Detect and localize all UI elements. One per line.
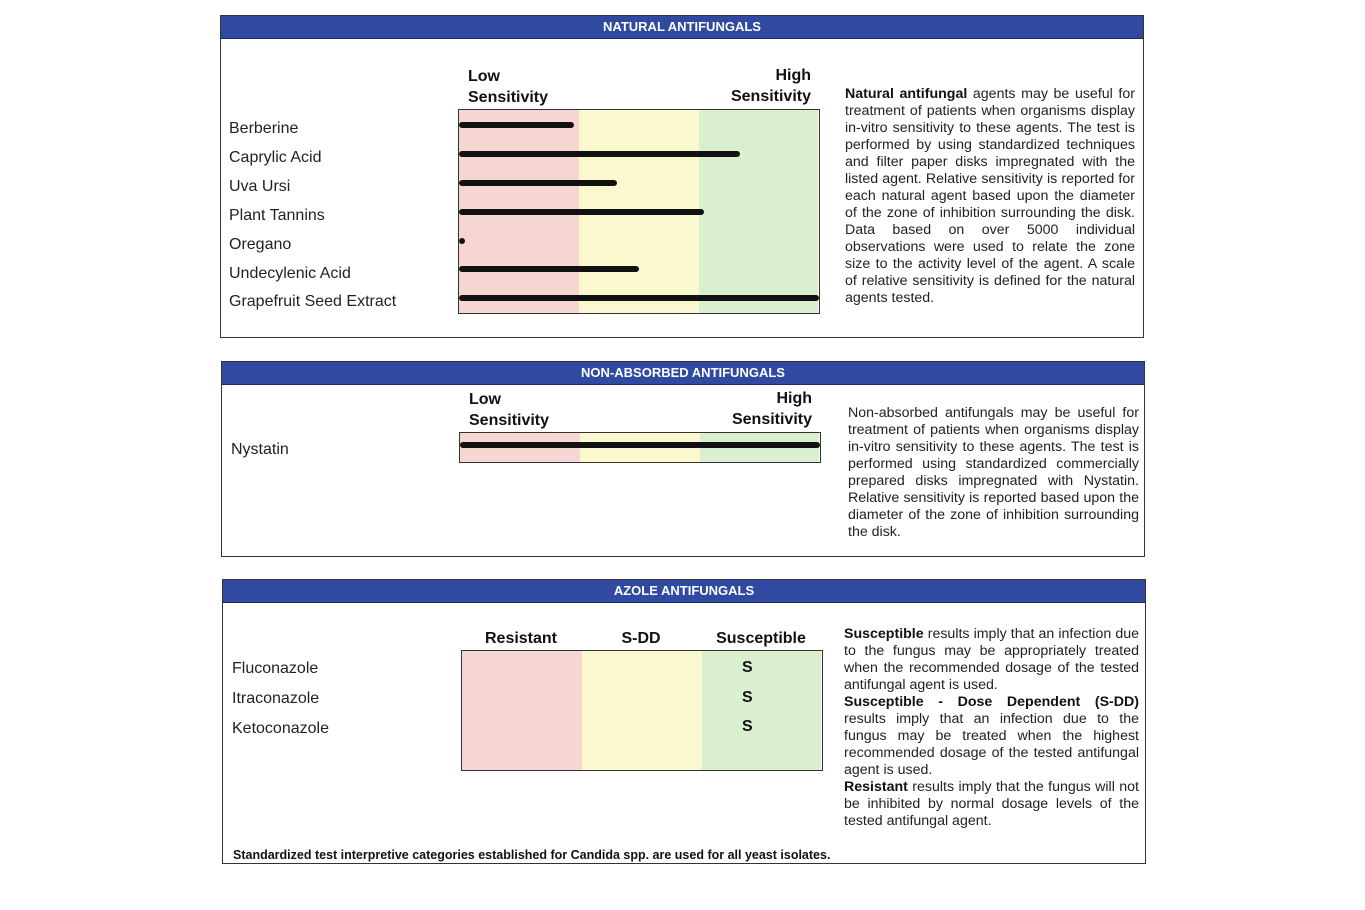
high-sensitivity-zone — [699, 110, 818, 313]
sensitivity-bar-caprylic-acid — [459, 151, 740, 157]
natural-high-sensitivity-label: High Sensitivity — [730, 67, 811, 105]
natural-description: Natural antifungal agents may be useful for treatment of patients when organisms display in-vitro sensitivity to these agents. The test is performed by using standardized techniques and filter paper disks impregnated with the listed agent. Relative sensitivity is reported for each natural agent based upon the diameter of the zone of inhibition surrounding the disk. Data based on over 5000 individual observations were used to relate the zone size to the activity level of the agent. A scale of relative sensitivity is defined for the natural agents tested. — [845, 86, 1135, 306]
agent-label-fluconazole: Fluconazole — [232, 660, 319, 677]
non-absorbed-antifungals-title: NON-ABSORBED ANTIFUNGALS — [222, 362, 1144, 385]
natural-sensitivity-scale — [458, 109, 820, 314]
agent-label-caprylic-acid: Caprylic Acid — [229, 149, 322, 166]
agent-label-undecylenic-acid: Undecylenic Acid — [229, 265, 351, 282]
s-dd-zone — [582, 651, 702, 770]
agent-label-oregano: Oregano — [229, 236, 292, 253]
azole-result-grid — [461, 650, 823, 771]
azole-footnote: Standardized test interpretive categories established for Candida spp. are used for all yeast isolates. — [233, 848, 831, 862]
result-ketoconazole: S — [742, 718, 753, 735]
azole-antifungals-panel — [222, 579, 1146, 864]
sensitivity-bar-berberine — [459, 122, 574, 128]
agent-label-berberine: Berberine — [229, 120, 299, 137]
susceptible-zone — [702, 651, 821, 770]
sensitivity-bar-nystatin — [460, 442, 820, 448]
sensitivity-bar-grapefruit-seed-extract — [459, 295, 819, 301]
sensitivity-bar-undecylenic-acid — [459, 266, 639, 272]
result-fluconazole: S — [742, 659, 753, 676]
nonabsorbed-sensitivity-scale — [459, 432, 821, 463]
nonabsorbed-description: Non-absorbed antifungals may be useful for treatment of patients when organisms display in-vitro sensitivity to these agents. The test is performed using standardized commercially prepared disks impregnated with Nystatin. Relative sensitivity is reported based upon the diameter of the zone of inhibition surrounding the disk. — [848, 405, 1139, 540]
column-header-resistant: Resistant — [484, 630, 558, 647]
sensitivity-bar-plant-tannins — [459, 209, 704, 215]
sensitivity-bar-oregano — [459, 238, 465, 244]
natural-low-sensitivity-label: Low Sensitivity — [468, 68, 549, 106]
sensitivity-bar-uva-ursi — [459, 180, 617, 186]
resistant-zone — [462, 651, 582, 770]
azole-description — [844, 626, 1139, 830]
nonabsorbed-high-sensitivity-label: High Sensitivity — [731, 390, 812, 428]
agent-label-itraconazole: Itraconazole — [232, 690, 320, 707]
agent-label-plant-tannins: Plant Tannins — [229, 207, 325, 224]
natural-antifungals-panel — [220, 15, 1144, 338]
non-absorbed-antifungals-panel — [221, 361, 1145, 557]
natural-antifungals-title: NATURAL ANTIFUNGALS — [221, 16, 1143, 39]
agent-label-grapefruit-seed-extract: Grapefruit Seed Extract — [229, 293, 397, 310]
susceptible-definition: Susceptible results imply that an infection due to the fungus may be appropriately treated when the recommended dosage of the tested antifungal agent is used. — [844, 626, 1139, 693]
result-itraconazole: S — [742, 689, 753, 706]
azole-antifungals-title: AZOLE ANTIFUNGALS — [223, 580, 1145, 603]
agent-label-uva-ursi: Uva Ursi — [229, 178, 291, 195]
agent-label-ketoconazole: Ketoconazole — [232, 720, 329, 737]
nonabsorbed-low-sensitivity-label: Low Sensitivity — [469, 391, 550, 429]
resistant-definition: Resistant results imply that the fungus will not be inhibited by normal dosage levels of the tested antifungal agent. — [844, 779, 1139, 829]
column-header-susceptible: Susceptible — [716, 630, 806, 647]
s-dd-definition: Susceptible - Dose Dependent (S-DD) results imply that an infection due to the fungus may be treated when the highest recommended dosage of the tested antifungal agent is used. — [844, 694, 1139, 778]
agent-label-nystatin: Nystatin — [231, 441, 289, 458]
column-header-s-dd: S-DD — [621, 630, 661, 647]
